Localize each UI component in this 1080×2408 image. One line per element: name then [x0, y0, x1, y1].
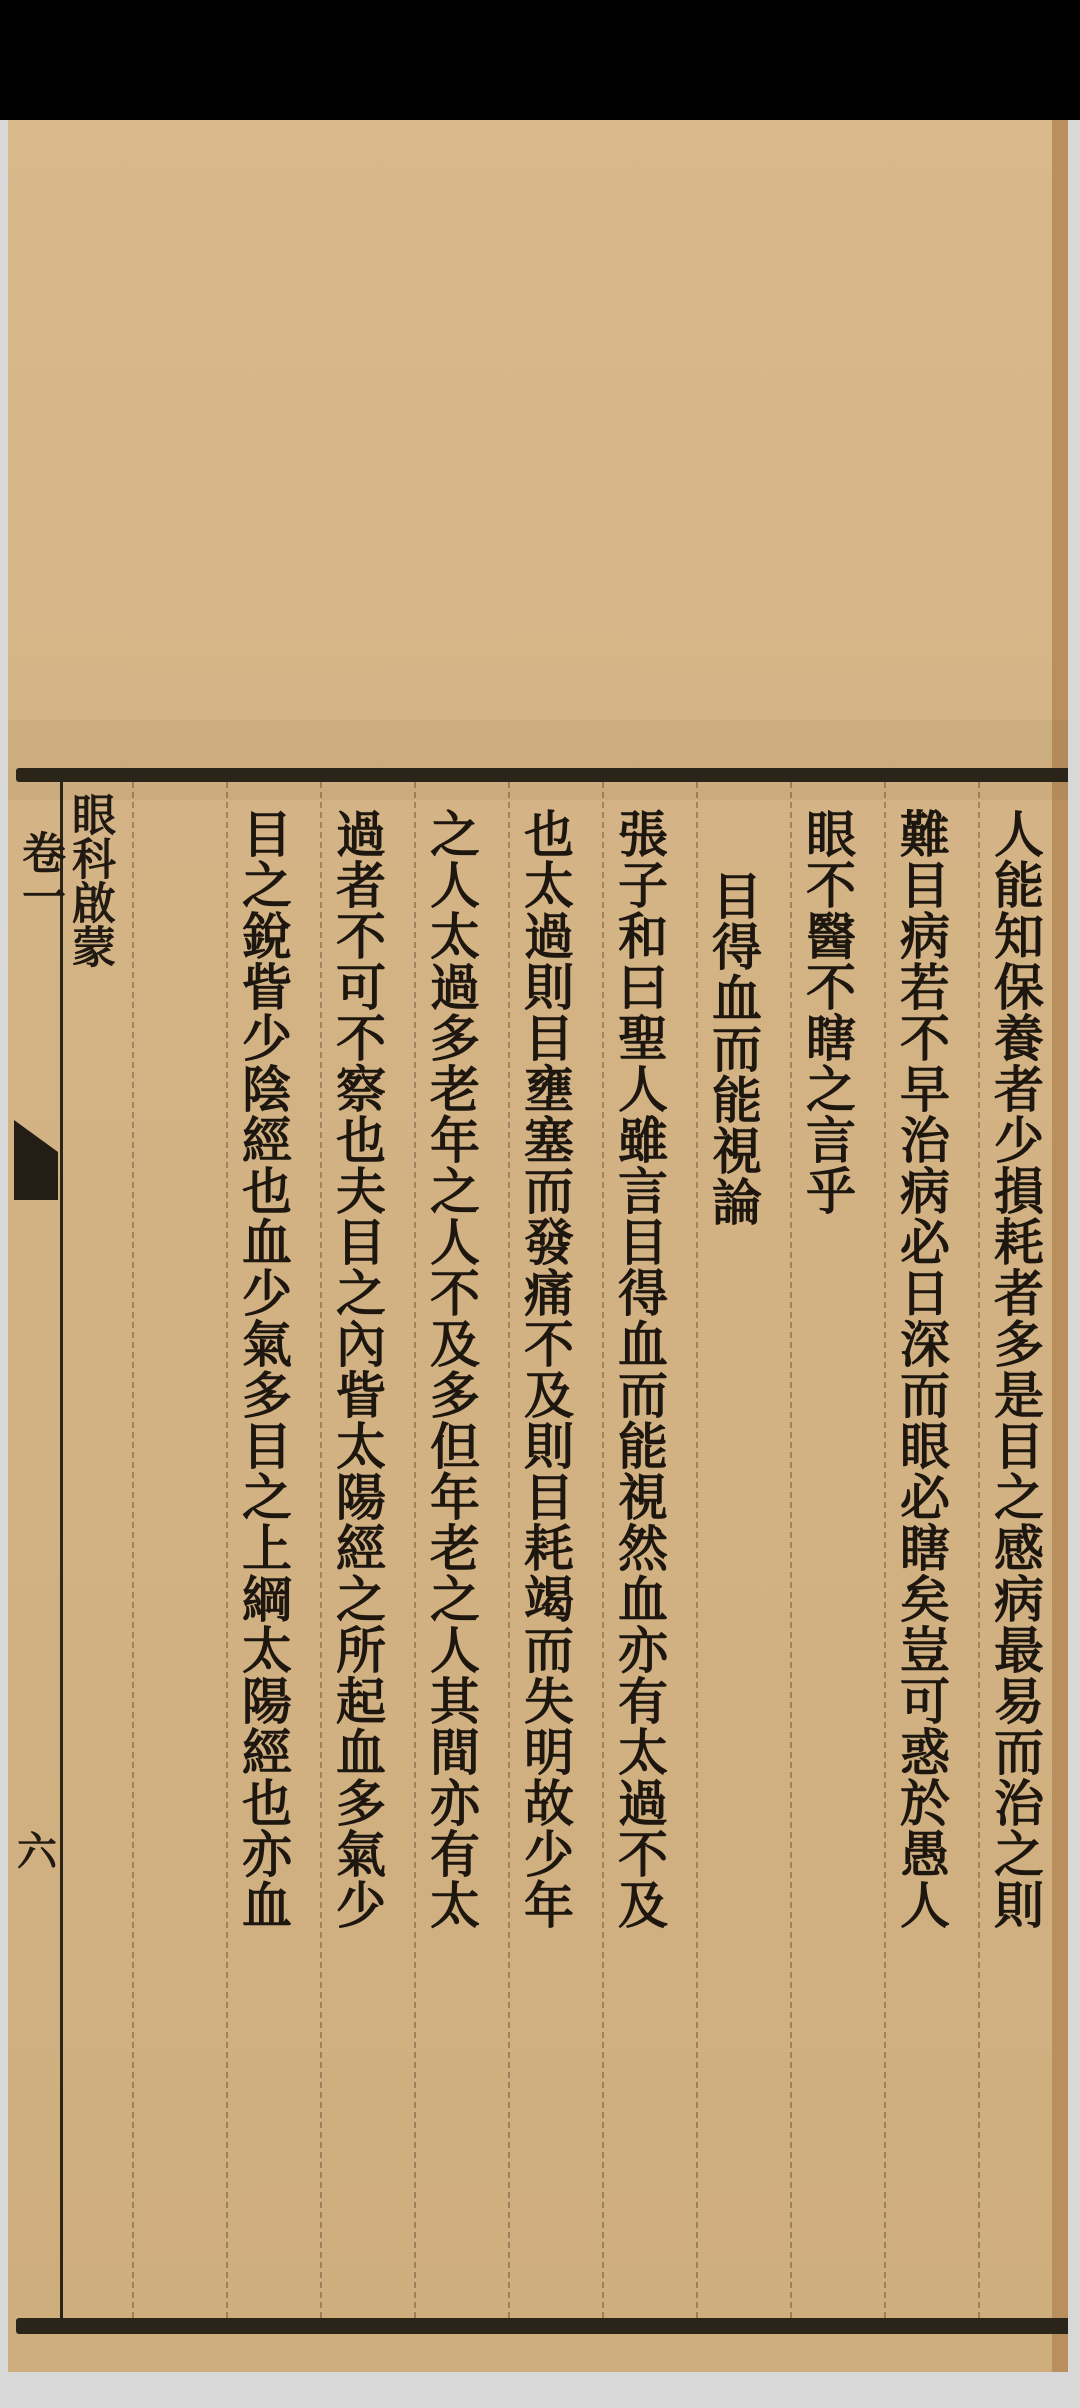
- page-stain: [8, 720, 1068, 800]
- frame-bottom-border: [16, 2318, 1068, 2334]
- text-column-3: 眼不醫不瞎之言乎: [798, 808, 857, 1216]
- text-column-6: 也太過則目壅塞而發痛不及則目耗竭而失明故少年: [516, 808, 575, 1930]
- column-rule: [132, 782, 134, 2318]
- column-rule: [508, 782, 510, 2318]
- column-rule: [320, 782, 322, 2318]
- book-page: [8, 120, 1068, 2372]
- top-bar: [0, 0, 1080, 120]
- section-heading: 目得血而能視論: [704, 870, 763, 1227]
- column-rule: [790, 782, 792, 2318]
- text-column-9: 目之銳眥少陰經也血少氣多目之上綱太陽經也亦血: [234, 808, 293, 1930]
- text-column-8: 過者不可不察也夫目之內眥太陽經之所起血多氣少: [328, 808, 387, 1930]
- frame-left-line: [60, 782, 63, 2318]
- margin-book-title: [14, 792, 114, 968]
- column-rule: [696, 782, 698, 2318]
- column-rule: [978, 782, 980, 2318]
- page-number: 六: [17, 1828, 57, 1875]
- column-rule: [414, 782, 416, 2318]
- text-column-1: 人能知保養者少損耗者多是目之感病最易而治之則: [986, 808, 1045, 1930]
- frame-top-border: [16, 768, 1068, 782]
- text-column-7: 之人太過多老年之人不及多但年老之人其間亦有太: [422, 808, 481, 1930]
- column-rule: [226, 782, 228, 2318]
- volume-label: 卷一: [14, 830, 65, 918]
- book-title-text: 眼科啟蒙: [64, 792, 115, 968]
- column-rule: [884, 782, 886, 2318]
- column-rule: [602, 782, 604, 2318]
- fishtail-marker: [14, 1120, 58, 1200]
- page-edge: [1052, 120, 1068, 2372]
- text-column-5: 張子和曰聖人雖言目得血而能視然血亦有太過不及: [610, 808, 669, 1930]
- text-column-2: 難目病若不早治病必日深而眼必瞎矣豈可惑於愚人: [892, 808, 951, 1930]
